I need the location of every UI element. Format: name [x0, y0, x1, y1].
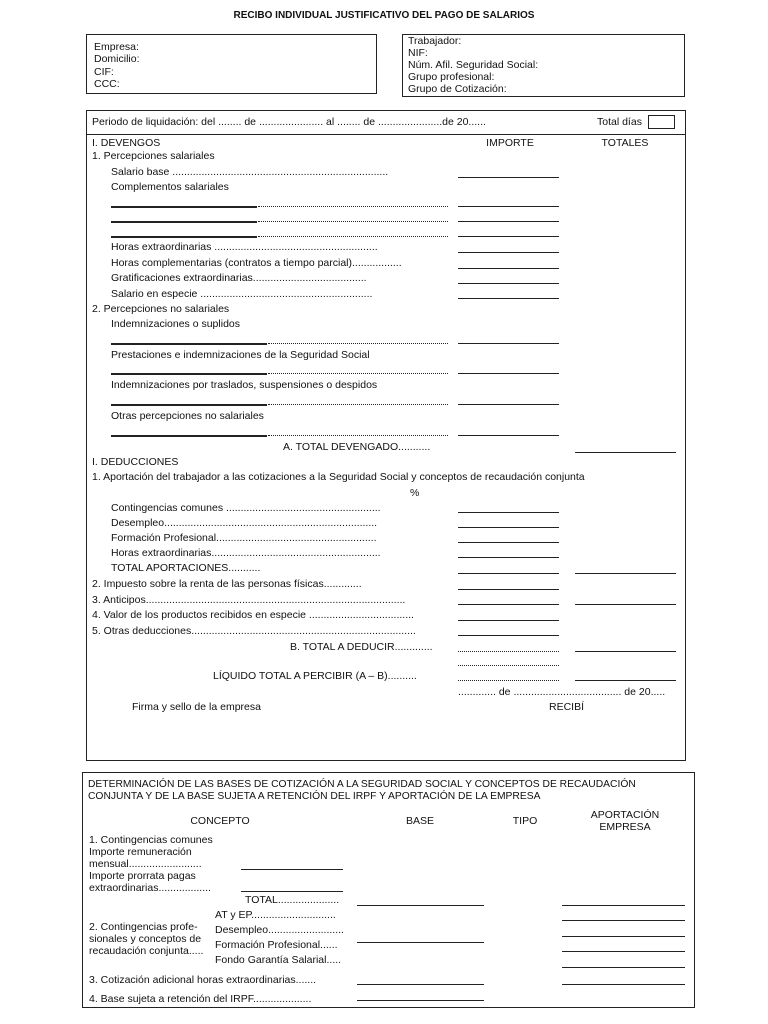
- complemento-line: [111, 206, 257, 208]
- total-aportaciones-label: TOTAL APORTACIONES...........: [111, 562, 261, 574]
- period-text: Periodo de liquidación: del ........ de ...................... al ........ de ......................de 20......: [92, 116, 486, 128]
- liquido-dots: [458, 680, 559, 681]
- nif-label: NIF:: [408, 47, 428, 59]
- valor-especie-label: 4. Valor de los productos recibidos en especie ....................................: [92, 609, 414, 621]
- importe-line: [458, 343, 559, 344]
- salario-base-label: Salario base ..........................................................................: [111, 166, 389, 178]
- complemento-dots: [258, 206, 448, 207]
- contingencias-profesionales-label-1: 2. Contingencias profe-: [89, 921, 198, 933]
- indemnizaciones-suplidos-label: Indemnizaciones o suplidos: [111, 318, 240, 330]
- concepto-column-header: CONCEPTO: [190, 815, 250, 827]
- domicilio-label: Domicilio:: [94, 53, 140, 65]
- cif-label: CIF:: [94, 66, 114, 78]
- blank-dots: [268, 373, 448, 374]
- total-cc-label: TOTAL.....................: [245, 894, 340, 906]
- gratificaciones-importe-line: [458, 283, 559, 284]
- horas-comp-importe-line: [458, 268, 559, 269]
- bases-heading-line-1: DETERMINACIÓN DE LAS BASES DE COTIZACIÓN A LA SEGURIDAD SOCIAL Y CONCEPTOS DE RECAUDACIÓN: [88, 779, 636, 790]
- base-column-header: BASE: [405, 815, 434, 827]
- aportacion-column-header-2: EMPRESA: [599, 821, 651, 833]
- totales-column-header: TOTALES: [601, 137, 649, 149]
- desempleo-base-label: Desempleo..........................: [215, 924, 344, 936]
- irpf-label: 2. Impuesto sobre la renta de las personas físicas.............: [92, 578, 362, 590]
- fogasa-label: Fondo Garantía Salarial.....: [215, 954, 342, 966]
- complemento-importe-line: [458, 206, 559, 207]
- otras-deducciones-label: 5. Otras deducciones.............................................................................: [92, 625, 416, 637]
- complemento-importe-line: [458, 236, 559, 237]
- blank-dots: [268, 435, 448, 436]
- total-devengado-line: [575, 452, 676, 453]
- contingencias-comunes-concepto: 1. Contingencias comunes: [89, 834, 213, 846]
- importe-remuneracion-label-1: Importe remuneración: [89, 846, 192, 858]
- horas-complementarias-label: Horas complementarias (contratos a tiempo parcial).................: [111, 257, 402, 269]
- aportacion-trabajador-heading: 1. Aportación del trabajador a las cotizaciones a la Seguridad Social y conceptos de recaudación conjunta: [92, 471, 585, 483]
- gratificaciones-label: Gratificaciones extraordinarias.......................................: [111, 272, 367, 284]
- bases-heading-line-2: CONJUNTA Y DE LA BASE SUJETA A RETENCIÓN DEL IRPF Y APORTACIÓN DE LA EMPRESA: [88, 791, 541, 802]
- firma-empresa-label: Firma y sello de la empresa: [132, 701, 261, 713]
- anticipos-importe-line: [458, 604, 559, 605]
- period-divider: [86, 134, 686, 135]
- complemento-dots: [258, 236, 448, 237]
- horas-extra-deduccion-importe-line: [458, 557, 559, 558]
- liquido-total-line: [575, 680, 676, 681]
- ccc-label: CCC:: [94, 78, 120, 90]
- salario-especie-label: Salario en especie ...........................................................: [111, 288, 373, 300]
- prorrata-label-2: extraordinarias..................: [89, 882, 211, 894]
- formacion-profesional-label: Formación Profesional.......................................................: [111, 532, 377, 544]
- formacion-aportacion-line: [562, 951, 685, 952]
- percepciones-salariales-heading: 1. Percepciones salariales: [92, 150, 215, 162]
- importe-column-header: IMPORTE: [486, 137, 534, 149]
- importe-remuneracion-label-2: mensual.........................: [89, 858, 202, 870]
- dotted-line: [458, 665, 559, 666]
- percepciones-no-salariales-heading: 2. Percepciones no salariales: [92, 303, 230, 315]
- fecha-line: ............. de ..................................... de 20.....: [458, 686, 666, 698]
- contingencias-profesionales-label-2: sionales y conceptos de: [89, 933, 202, 945]
- deducciones-header: I. DEDUCCIONES: [92, 456, 179, 468]
- horas-extra-importe-line: [458, 252, 559, 253]
- blank-line: [111, 435, 267, 437]
- document-title: RECIBO INDIVIDUAL JUSTIFICATIVO DEL PAGO DE SALARIOS: [233, 10, 535, 21]
- otras-deducciones-importe-line: [458, 635, 559, 636]
- prestaciones-ss-label: Prestaciones e indemnizaciones de la Seguridad Social: [111, 349, 370, 361]
- anticipos-total-line: [575, 604, 676, 605]
- blank-line: [111, 373, 267, 375]
- salario-especie-importe-line: [458, 298, 559, 299]
- blank-line: [111, 404, 267, 406]
- otras-percepciones-label: Otras percepciones no salariales: [111, 410, 264, 422]
- trabajador-label: Trabajador:: [408, 35, 462, 47]
- importe-line: [458, 373, 559, 374]
- total-deducir-line: [575, 651, 676, 652]
- total-deducir-label: B. TOTAL A DEDUCIR.............: [290, 641, 433, 653]
- total-cc-base-line: [357, 905, 484, 906]
- remuneracion-line: [241, 869, 343, 870]
- prorrata-label-1: Importe prorrata pagas: [89, 870, 196, 882]
- total-dias-field[interactable]: [648, 115, 675, 129]
- total-aportaciones-total-line: [575, 573, 676, 574]
- complemento-line: [111, 236, 257, 238]
- total-dias-label: Total días: [597, 116, 642, 128]
- complemento-dots: [258, 221, 448, 222]
- total-aportaciones-importe-line: [458, 573, 559, 574]
- complemento-line: [111, 221, 257, 223]
- total-cc-aportacion-line: [562, 905, 685, 906]
- blank-dots: [268, 404, 448, 405]
- horas-extra-cotizacion-label: 3. Cotización adicional horas extraordinarias.......: [89, 974, 317, 986]
- blank-dots: [268, 343, 448, 344]
- total-deducir-dots: [458, 651, 559, 652]
- horas-extra-base-line: [357, 984, 484, 985]
- complementos-salariales-label: Complementos salariales: [111, 181, 229, 193]
- base-irpf-line: [357, 1000, 484, 1001]
- irpf-importe-line: [458, 589, 559, 590]
- desempleo-importe-line: [458, 527, 559, 528]
- importe-line: [458, 435, 559, 436]
- percent-label: %: [410, 487, 420, 499]
- indemnizaciones-traslados-label: Indemnizaciones por traslados, suspensiones o despidos: [111, 379, 378, 391]
- importe-line: [458, 404, 559, 405]
- liquido-total-label: LÍQUIDO TOTAL A PERCIBIR (A – B)..........: [213, 670, 417, 682]
- complemento-importe-line: [458, 221, 559, 222]
- contingencias-comunes-importe-line: [458, 512, 559, 513]
- afiliacion-label: Núm. Afil. Seguridad Social:: [408, 59, 539, 71]
- empresa-label: Empresa:: [94, 41, 139, 53]
- devengos-header: I. DEVENGOS: [92, 137, 161, 149]
- horas-extraordinarias-label: Horas extraordinarias ........................................................: [111, 241, 378, 253]
- horas-extra-aportacion-line: [562, 984, 685, 985]
- at-ep-label: AT y EP.............................: [215, 909, 336, 921]
- blank-line: [111, 343, 267, 345]
- aportacion-column-header-1: APORTACIÓN: [590, 809, 660, 821]
- anticipos-label: 3. Anticipos.........................................................................................: [92, 594, 406, 606]
- formacion-importe-line: [458, 542, 559, 543]
- total-devengado-label: A. TOTAL DEVENGADO...........: [283, 441, 431, 453]
- salario-base-importe-line: [458, 177, 559, 178]
- prorrata-line: [241, 891, 343, 892]
- valor-especie-importe-line: [458, 620, 559, 621]
- contingencias-profesionales-label-3: recaudación conjunta.....: [89, 945, 204, 957]
- fogasa-aportacion-line: [562, 967, 685, 968]
- desempleo-aportacion-line: [562, 936, 685, 937]
- tipo-column-header: TIPO: [512, 815, 538, 827]
- cp-base-line: [357, 942, 484, 943]
- horas-extra-deduccion-label: Horas extraordinarias..........................................................: [111, 547, 381, 559]
- at-ep-aportacion-line: [562, 920, 685, 921]
- grupo-profesional-label: Grupo profesional:: [408, 71, 495, 83]
- base-irpf-label: 4. Base sujeta a retención del IRPF....................: [89, 993, 312, 1005]
- contingencias-comunes-label: Contingencias comunes .....................................................: [111, 502, 381, 514]
- formacion-base-label: Formación Profesional......: [215, 939, 338, 951]
- grupo-cotizacion-label: Grupo de Cotización:: [408, 83, 507, 95]
- recibi-label: RECIBÍ: [549, 701, 585, 713]
- desempleo-label: Desempleo.........................................................................: [111, 517, 378, 529]
